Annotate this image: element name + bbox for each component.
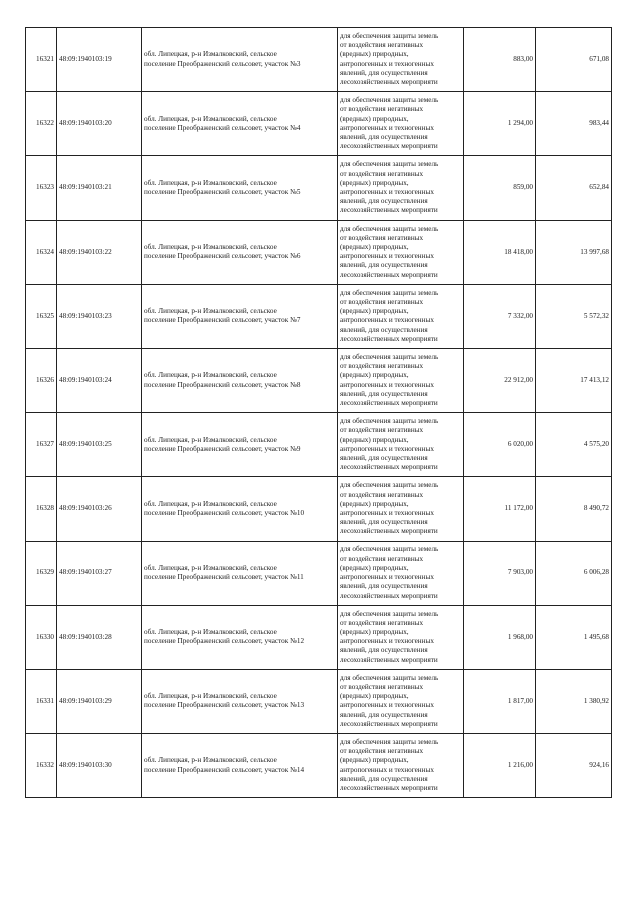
table-row bbox=[26, 541, 612, 605]
permitted-use-line: для обеспечения защиты земель bbox=[340, 224, 439, 233]
address-cell bbox=[142, 734, 338, 798]
area-cell: 7 903,00 bbox=[464, 541, 536, 605]
cadastral-number-cell: 48:09:1940103:22 bbox=[57, 220, 142, 284]
address-line-2: поселение Преображенский сельсовет, участок №12 bbox=[144, 637, 305, 646]
area-cell: 11 172,00 bbox=[464, 477, 536, 541]
permitted-use-cell bbox=[338, 28, 464, 92]
table-row bbox=[26, 284, 612, 348]
address-line-2: поселение Преображенский сельсовет, участок №6 bbox=[144, 252, 301, 261]
cadastral-number-cell: 48:09:1940103:29 bbox=[57, 669, 142, 733]
row-number-cell: 16325 bbox=[26, 284, 57, 348]
row-number-cell: 16329 bbox=[26, 541, 57, 605]
permitted-use-cell bbox=[338, 477, 464, 541]
permitted-use-line: лесохозяйственных мероприяти bbox=[340, 270, 438, 279]
permitted-use-line: от воздействия негативных bbox=[340, 554, 424, 563]
row-number-cell: 16332 bbox=[26, 734, 57, 798]
permitted-use-line: явлений, для осуществления bbox=[340, 197, 428, 206]
permitted-use-line: явлений, для осуществления bbox=[340, 710, 428, 719]
address-line-2: поселение Преображенский сельсовет, участок №8 bbox=[144, 380, 301, 389]
address-line-1: обл. Липецкая, р-н Измалковский, сельское bbox=[144, 114, 277, 123]
address-line-1: обл. Липецкая, р-н Измалковский, сельское bbox=[144, 242, 277, 251]
row-number-cell: 16322 bbox=[26, 92, 57, 156]
area-cell: 859,00 bbox=[464, 156, 536, 220]
permitted-use-cell bbox=[338, 220, 464, 284]
address-line-1: обл. Липецкая, р-н Измалковский, сельское bbox=[144, 499, 277, 508]
permitted-use-line: антропогенных и техногенных bbox=[340, 637, 434, 646]
cadastral-number-cell: 48:09:1940103:30 bbox=[57, 734, 142, 798]
row-number-cell: 16328 bbox=[26, 477, 57, 541]
permitted-use-line: антропогенных и техногенных bbox=[340, 316, 434, 325]
address-line-2: поселение Преображенский сельсовет, участок №5 bbox=[144, 187, 301, 196]
table-row bbox=[26, 92, 612, 156]
area-cell: 883,00 bbox=[464, 28, 536, 92]
cadastral-value-cell: 652,84 bbox=[536, 156, 612, 220]
cadastral-number-cell: 48:09:1940103:24 bbox=[57, 348, 142, 412]
cadastral-number-cell: 48:09:1940103:19 bbox=[57, 28, 142, 92]
permitted-use-line: лесохозяйственных мероприяти bbox=[340, 142, 438, 151]
permitted-use-line: для обеспечения защиты земель bbox=[340, 545, 439, 554]
row-number-cell: 16326 bbox=[26, 348, 57, 412]
permitted-use-line: для обеспечения защиты земель bbox=[340, 673, 439, 682]
permitted-use-line: явлений, для осуществления bbox=[340, 453, 428, 462]
permitted-use-line: (вредных) природных, bbox=[340, 307, 409, 316]
address-line-1: обл. Липецкая, р-н Измалковский, сельское bbox=[144, 756, 277, 765]
permitted-use-line: от воздействия негативных bbox=[340, 490, 424, 499]
row-number-cell: 16323 bbox=[26, 156, 57, 220]
address-cell bbox=[142, 220, 338, 284]
cadastral-value-cell: 6 006,28 bbox=[536, 541, 612, 605]
address-cell bbox=[142, 348, 338, 412]
address-line-1: обл. Липецкая, р-н Измалковский, сельское bbox=[144, 563, 277, 572]
address-cell bbox=[142, 669, 338, 733]
permitted-use-cell bbox=[338, 605, 464, 669]
permitted-use-cell bbox=[338, 541, 464, 605]
permitted-use-cell bbox=[338, 413, 464, 477]
permitted-use-line: от воздействия негативных bbox=[340, 233, 424, 242]
permitted-use-line: (вредных) природных, bbox=[340, 371, 409, 380]
permitted-use-line: (вредных) природных, bbox=[340, 563, 409, 572]
permitted-use-cell bbox=[338, 156, 464, 220]
address-line-1: обл. Липецкая, р-н Измалковский, сельское bbox=[144, 178, 277, 187]
table-row bbox=[26, 220, 612, 284]
permitted-use-line: явлений, для осуществления bbox=[340, 646, 428, 655]
cadastral-number-cell: 48:09:1940103:23 bbox=[57, 284, 142, 348]
address-line-2: поселение Преображенский сельсовет, участок №14 bbox=[144, 765, 305, 774]
table-row bbox=[26, 734, 612, 798]
permitted-use-line: (вредных) природных, bbox=[340, 756, 409, 765]
area-cell: 1 968,00 bbox=[464, 605, 536, 669]
permitted-use-line: (вредных) природных, bbox=[340, 499, 409, 508]
row-number-cell: 16330 bbox=[26, 605, 57, 669]
permitted-use-line: явлений, для осуществления bbox=[340, 68, 428, 77]
permitted-use-cell bbox=[338, 669, 464, 733]
permitted-use-line: антропогенных и техногенных bbox=[340, 59, 434, 68]
permitted-use-line: явлений, для осуществления bbox=[340, 389, 428, 398]
address-line-1: обл. Липецкая, р-н Измалковский, сельское bbox=[144, 307, 277, 316]
permitted-use-line: лесохозяйственных мероприяти bbox=[340, 719, 438, 728]
address-line-1: обл. Липецкая, р-н Измалковский, сельское bbox=[144, 50, 277, 59]
cadastral-value-cell: 8 490,72 bbox=[536, 477, 612, 541]
permitted-use-line: для обеспечения защиты земель bbox=[340, 31, 439, 40]
area-cell: 22 912,00 bbox=[464, 348, 536, 412]
address-cell bbox=[142, 28, 338, 92]
area-cell: 1 817,00 bbox=[464, 669, 536, 733]
permitted-use-line: для обеспечения защиты земель bbox=[340, 738, 439, 747]
row-number-cell: 16321 bbox=[26, 28, 57, 92]
permitted-use-line: от воздействия негативных bbox=[340, 683, 424, 692]
permitted-use-line: (вредных) природных, bbox=[340, 242, 409, 251]
address-line-2: поселение Преображенский сельсовет, участок №13 bbox=[144, 701, 305, 710]
cadastral-number-cell: 48:09:1940103:25 bbox=[57, 413, 142, 477]
address-line-2: поселение Преображенский сельсовет, участок №11 bbox=[144, 573, 304, 582]
permitted-use-line: лесохозяйственных мероприяти bbox=[340, 463, 438, 472]
area-cell: 1 216,00 bbox=[464, 734, 536, 798]
address-line-1: обл. Липецкая, р-н Измалковский, сельское bbox=[144, 628, 277, 637]
table-row bbox=[26, 348, 612, 412]
cadastral-value-cell: 924,16 bbox=[536, 734, 612, 798]
permitted-use-line: для обеспечения защиты земель bbox=[340, 352, 439, 361]
cadastral-value-cell: 1 380,92 bbox=[536, 669, 612, 733]
permitted-use-line: лесохозяйственных мероприяти bbox=[340, 398, 438, 407]
permitted-use-line: лесохозяйственных мероприяти bbox=[340, 591, 438, 600]
address-line-2: поселение Преображенский сельсовет, участок №9 bbox=[144, 444, 301, 453]
permitted-use-line: явлений, для осуществления bbox=[340, 774, 428, 783]
permitted-use-cell bbox=[338, 92, 464, 156]
permitted-use-line: от воздействия негативных bbox=[340, 105, 424, 114]
permitted-use-line: антропогенных и техногенных bbox=[340, 380, 434, 389]
address-line-2: поселение Преображенский сельсовет, участок №7 bbox=[144, 316, 301, 325]
permitted-use-cell bbox=[338, 284, 464, 348]
permitted-use-line: для обеспечения защиты земель bbox=[340, 288, 439, 297]
table-row bbox=[26, 28, 612, 92]
permitted-use-line: от воздействия негативных bbox=[340, 41, 424, 50]
address-line-2: поселение Преображенский сельсовет, участок №4 bbox=[144, 123, 301, 132]
area-cell: 1 294,00 bbox=[464, 92, 536, 156]
permitted-use-line: от воздействия негативных bbox=[340, 169, 424, 178]
permitted-use-line: явлений, для осуществления bbox=[340, 261, 428, 270]
cadastral-value-cell: 5 572,32 bbox=[536, 284, 612, 348]
address-cell bbox=[142, 477, 338, 541]
permitted-use-line: антропогенных и техногенных bbox=[340, 252, 434, 261]
area-cell: 6 020,00 bbox=[464, 413, 536, 477]
permitted-use-line: для обеспечения защиты земель bbox=[340, 417, 439, 426]
permitted-use-line: явлений, для осуществления bbox=[340, 325, 428, 334]
row-number-cell: 16327 bbox=[26, 413, 57, 477]
permitted-use-line: антропогенных и техногенных bbox=[340, 573, 434, 582]
cadastral-value-cell: 671,08 bbox=[536, 28, 612, 92]
address-line-2: поселение Преображенский сельсовет, участок №3 bbox=[144, 59, 301, 68]
permitted-use-line: явлений, для осуществления bbox=[340, 132, 428, 141]
permitted-use-line: лесохозяйственных мероприяти bbox=[340, 78, 438, 86]
address-line-1: обл. Липецкая, р-н Измалковский, сельское bbox=[144, 692, 277, 701]
area-cell: 18 418,00 bbox=[464, 220, 536, 284]
address-cell bbox=[142, 92, 338, 156]
cadastral-value-cell: 17 413,12 bbox=[536, 348, 612, 412]
permitted-use-line: для обеспечения защиты земель bbox=[340, 481, 439, 490]
cadastral-value-cell: 13 997,68 bbox=[536, 220, 612, 284]
address-cell bbox=[142, 413, 338, 477]
permitted-use-line: от воздействия негативных bbox=[340, 618, 424, 627]
area-cell: 7 332,00 bbox=[464, 284, 536, 348]
permitted-use-cell bbox=[338, 734, 464, 798]
permitted-use-line: для обеспечения защиты земель bbox=[340, 160, 439, 169]
permitted-use-line: (вредных) природных, bbox=[340, 178, 409, 187]
address-cell bbox=[142, 605, 338, 669]
permitted-use-line: лесохозяйственных мероприяти bbox=[340, 527, 438, 536]
permitted-use-line: антропогенных и техногенных bbox=[340, 123, 434, 132]
address-line-2: поселение Преображенский сельсовет, участок №10 bbox=[144, 508, 305, 517]
cadastral-number-cell: 48:09:1940103:20 bbox=[57, 92, 142, 156]
permitted-use-line: (вредных) природных, bbox=[340, 114, 409, 123]
cadastral-number-cell: 48:09:1940103:26 bbox=[57, 477, 142, 541]
row-number-cell: 16331 bbox=[26, 669, 57, 733]
address-line-1: обл. Липецкая, р-н Измалковский, сельское bbox=[144, 371, 277, 380]
permitted-use-line: антропогенных и техногенных bbox=[340, 765, 434, 774]
permitted-use-line: от воздействия негативных bbox=[340, 747, 424, 756]
permitted-use-line: от воздействия негативных bbox=[340, 297, 424, 306]
row-number-cell: 16324 bbox=[26, 220, 57, 284]
permitted-use-line: лесохозяйственных мероприяти bbox=[340, 334, 438, 343]
permitted-use-line: антропогенных и техногенных bbox=[340, 701, 434, 710]
permitted-use-line: явлений, для осуществления bbox=[340, 518, 428, 527]
permitted-use-line: антропогенных и техногенных bbox=[340, 187, 434, 196]
land-register-body bbox=[26, 28, 612, 798]
permitted-use-line: лесохозяйственных мероприяти bbox=[340, 784, 438, 793]
cadastral-value-cell: 4 575,20 bbox=[536, 413, 612, 477]
permitted-use-line: лесохозяйственных мероприяти bbox=[340, 206, 438, 215]
table-row bbox=[26, 477, 612, 541]
table-row bbox=[26, 669, 612, 733]
cadastral-value-cell: 983,44 bbox=[536, 92, 612, 156]
cadastral-value-cell: 1 495,68 bbox=[536, 605, 612, 669]
permitted-use-line: лесохозяйственных мероприяти bbox=[340, 655, 438, 664]
address-cell bbox=[142, 156, 338, 220]
table-row bbox=[26, 156, 612, 220]
address-cell bbox=[142, 284, 338, 348]
permitted-use-line: для обеспечения защиты земель bbox=[340, 96, 439, 105]
land-register-table bbox=[25, 27, 612, 798]
address-cell bbox=[142, 541, 338, 605]
permitted-use-line: от воздействия негативных bbox=[340, 362, 424, 371]
table-row bbox=[26, 605, 612, 669]
permitted-use-line: антропогенных и техногенных bbox=[340, 444, 434, 453]
permitted-use-line: от воздействия негативных bbox=[340, 426, 424, 435]
permitted-use-line: (вредных) природных, bbox=[340, 692, 409, 701]
permitted-use-line: для обеспечения защиты земель bbox=[340, 609, 439, 618]
permitted-use-cell bbox=[338, 348, 464, 412]
permitted-use-line: явлений, для осуществления bbox=[340, 582, 428, 591]
permitted-use-line: (вредных) природных, bbox=[340, 435, 409, 444]
address-line-1: обл. Липецкая, р-н Измалковский, сельское bbox=[144, 435, 277, 444]
cadastral-number-cell: 48:09:1940103:21 bbox=[57, 156, 142, 220]
cadastral-number-cell: 48:09:1940103:27 bbox=[57, 541, 142, 605]
permitted-use-line: (вредных) природных, bbox=[340, 628, 409, 637]
cadastral-number-cell: 48:09:1940103:28 bbox=[57, 605, 142, 669]
permitted-use-line: (вредных) природных, bbox=[340, 50, 409, 59]
table-row bbox=[26, 413, 612, 477]
permitted-use-line: антропогенных и техногенных bbox=[340, 508, 434, 517]
